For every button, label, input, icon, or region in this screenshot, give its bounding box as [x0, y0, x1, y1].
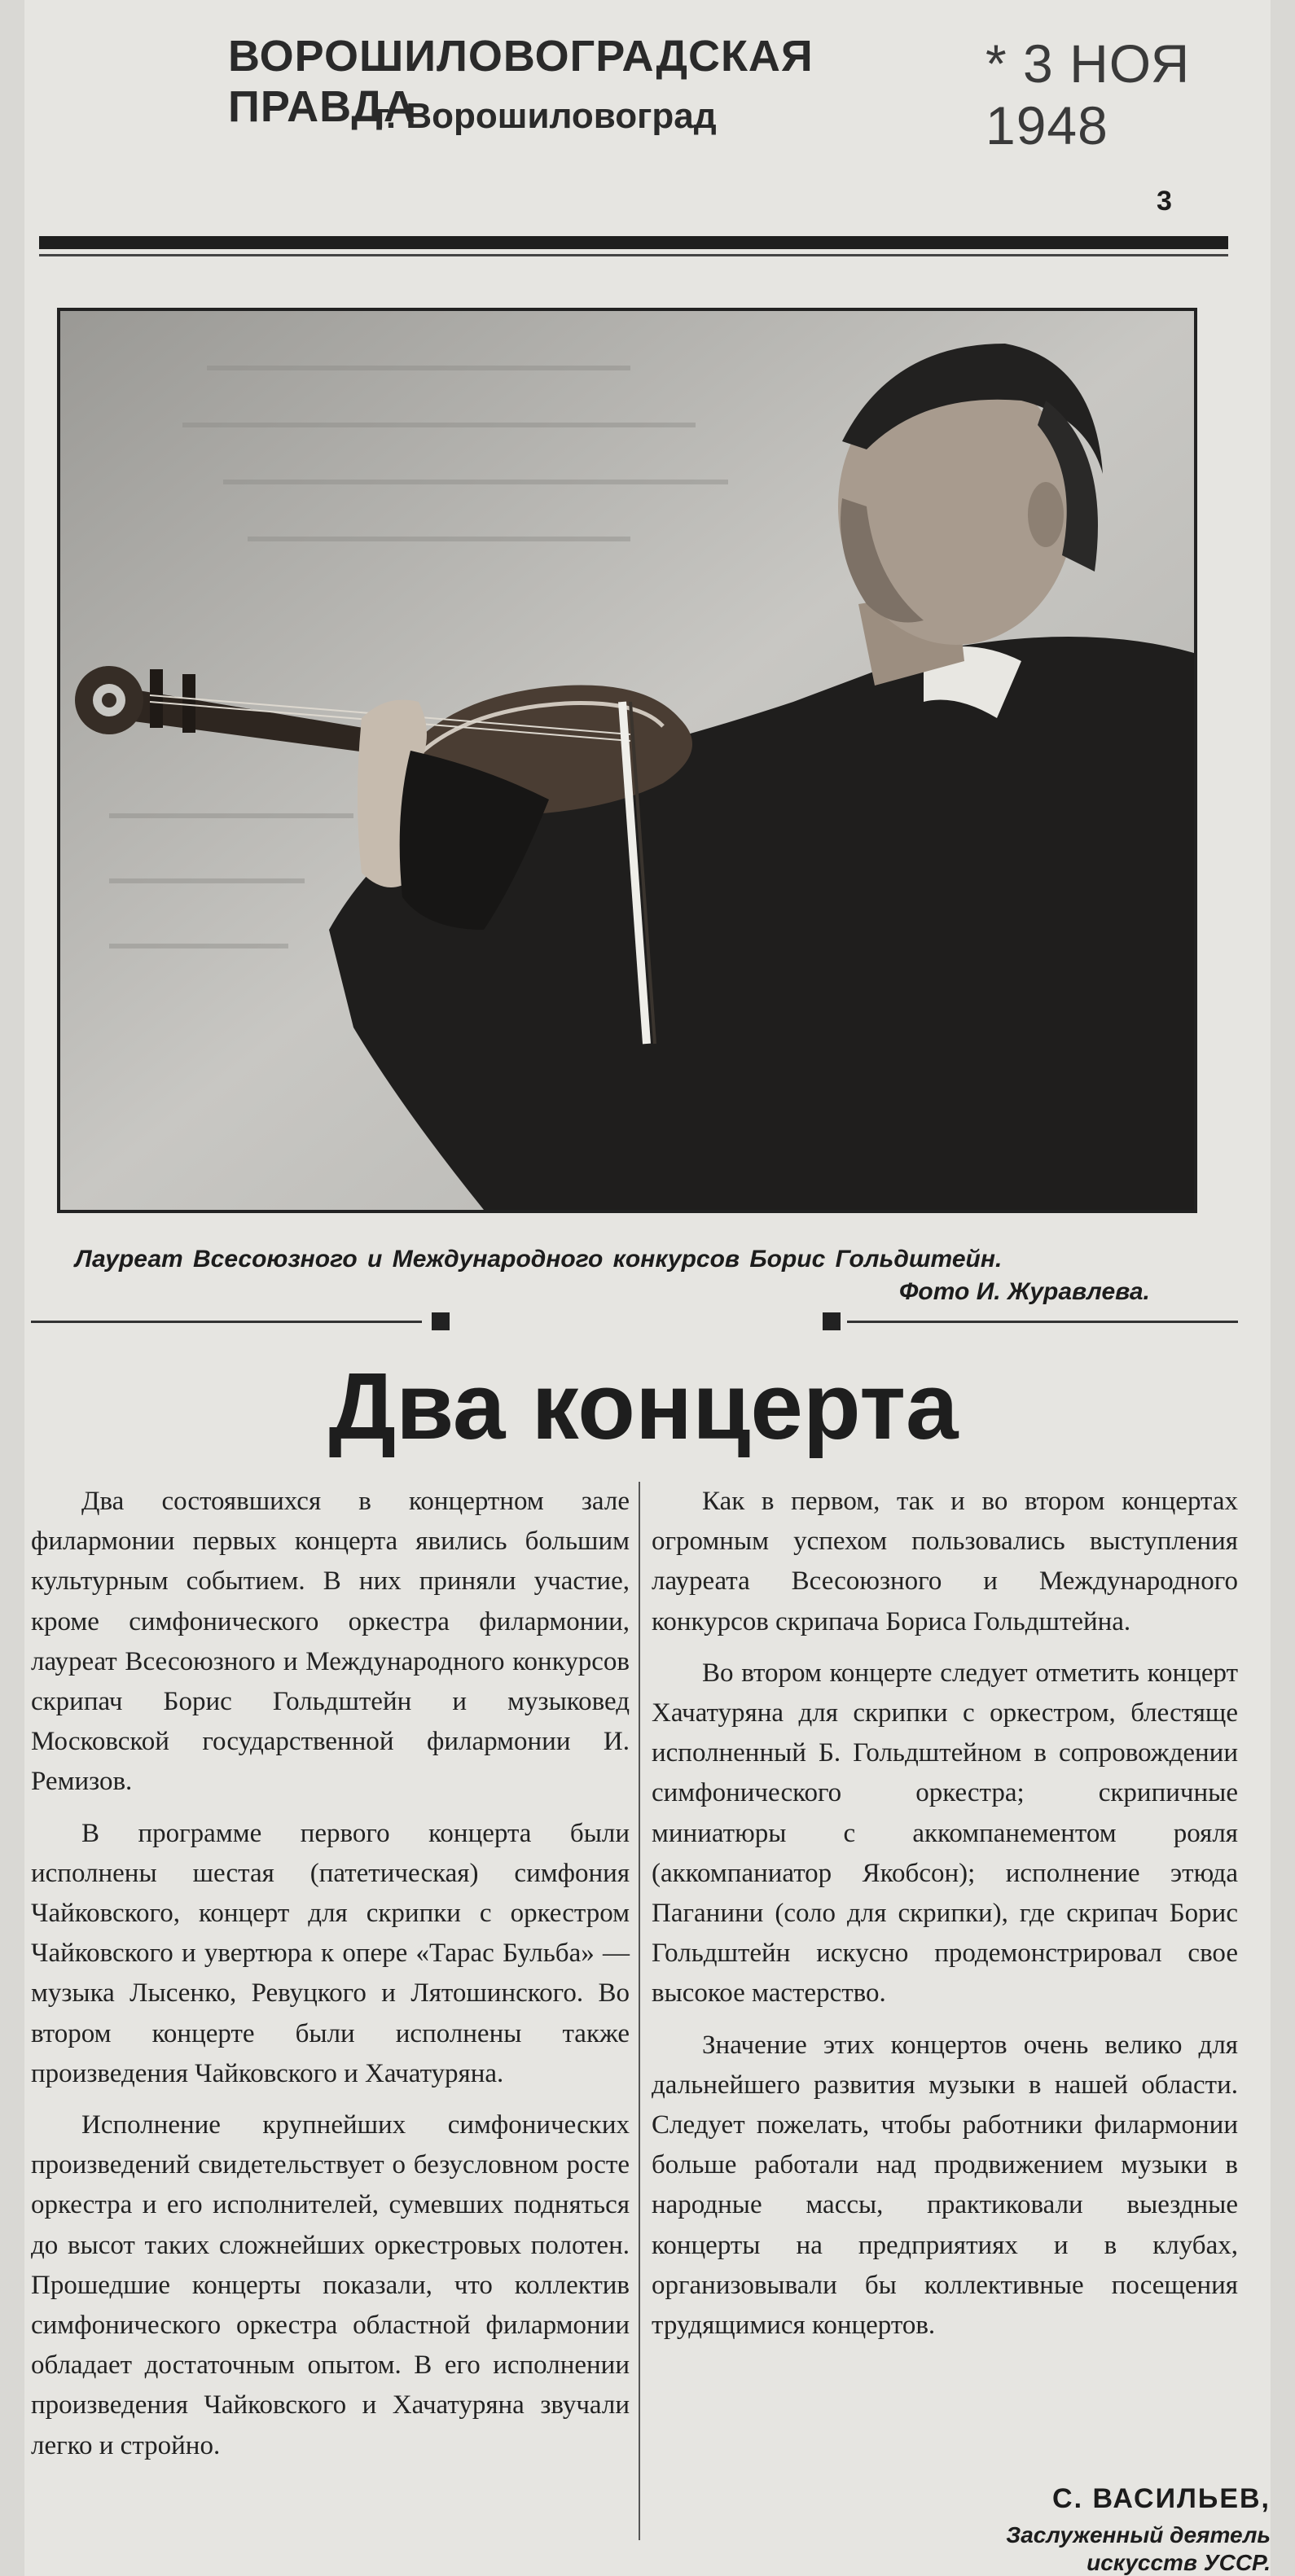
author-name: С. ВАСИЛЬЕВ,: [1052, 2483, 1271, 2514]
article-paragraph: Значение этих концертов очень велико для дальнейшего развития музыки в нашей области. Следует пожелать, чтобы работники филармонии больше работали над продвижением музыки в народные массы, практиковали выездные концерты на предприятиях и в клубах, организовывали бы коллективные посещения трудящимися концертов.: [652, 2030, 1238, 2341]
section-divider-left: [31, 1321, 422, 1323]
violinist-photo-illustration: [60, 311, 1194, 1210]
article-paragraph: В программе первого концерта были исполнены шестая (патетическая) симфония Чайковского, концерт для скрипки с оркестром Чайковского и увертюра к опере «Тарас Бульба» — музыка Лысенко, Ревуцкого и Лятошинского. Во втором концерте были исполнены также произведения Чайковского и Хачатуряна.: [31, 1818, 630, 2088]
article-column-right: [652, 1482, 1238, 2357]
article-headline: Два концерта: [328, 1353, 959, 1459]
article-column-left: [31, 1482, 630, 2477]
article-paragraph: Два состоявшихся в концертном зале филармонии первых концерта явились большим культурным событием. В них приняли участие, кроме симфонического оркестра филармонии, лауреат Всесоюзного и Международного конкурсов скрипач Борис Гольдштейн и музыковед Московской государственной филармонии И. Ремизов.: [31, 1487, 630, 1797]
date-stamp: * 3 НОЯ 1948: [986, 33, 1191, 156]
section-divider-right: [847, 1321, 1238, 1323]
column-rule: [639, 1482, 640, 2540]
article-paragraph: Как в первом, так и во втором концертах огромным успехом пользовались выступления лауреата Всесоюзного и Международного конкурсов скрипача Бориса Гольдштейна.: [652, 1487, 1238, 1636]
divider-bullet: [432, 1312, 450, 1330]
newspaper-city: г. Ворошиловоград: [375, 96, 717, 136]
photo-credit: Фото И. Журавлева.: [899, 1278, 1150, 1305]
header-rule: [39, 236, 1228, 249]
page-number: 3: [1157, 186, 1172, 217]
newspaper-title: ВОРОШИЛОВОГРАДСКАЯ ПРАВДА: [228, 32, 814, 131]
divider-bullet: [823, 1312, 841, 1330]
header-rule-thin: [39, 254, 1228, 256]
article-paragraph: Во втором концерте следует отметить концерт Хачатуряна для скрипки с оркестром, блестяще исполненный Б. Гольдштейном в сопровождении симфонического оркестра; скрипичные миниатюры с аккомпанементом рояля (аккомпаниатор Якобсон); исполнение этюда Паганини (соло для скрипки), где скрипач Борис Гольдштейн искусно продемонстрировал свое высокое мастерство.: [652, 1658, 1238, 2009]
author-title: Заслуженный деятель: [1006, 2522, 1271, 2548]
article-paragraph: Исполнение крупнейших симфонических произведений свидетельствует о безусловном росте оркестра и его исполнителей, сумевших подняться до высот таких сложнейших оркестровых полотен. Прошедшие концерты показали, что коллектив симфонического оркестра областной филармонии обладает достаточным опытом. В его исполнении произведения Чайковского и Хачатуряна звучали легко и стройно.: [31, 2110, 630, 2460]
violinist-photo: [57, 308, 1197, 1213]
photo-caption: Лауреат Всесоюзного и Международного конкурсов Борис Гольдштейн.: [75, 1246, 1003, 1273]
author-title: искусств УССР.: [1086, 2550, 1271, 2575]
